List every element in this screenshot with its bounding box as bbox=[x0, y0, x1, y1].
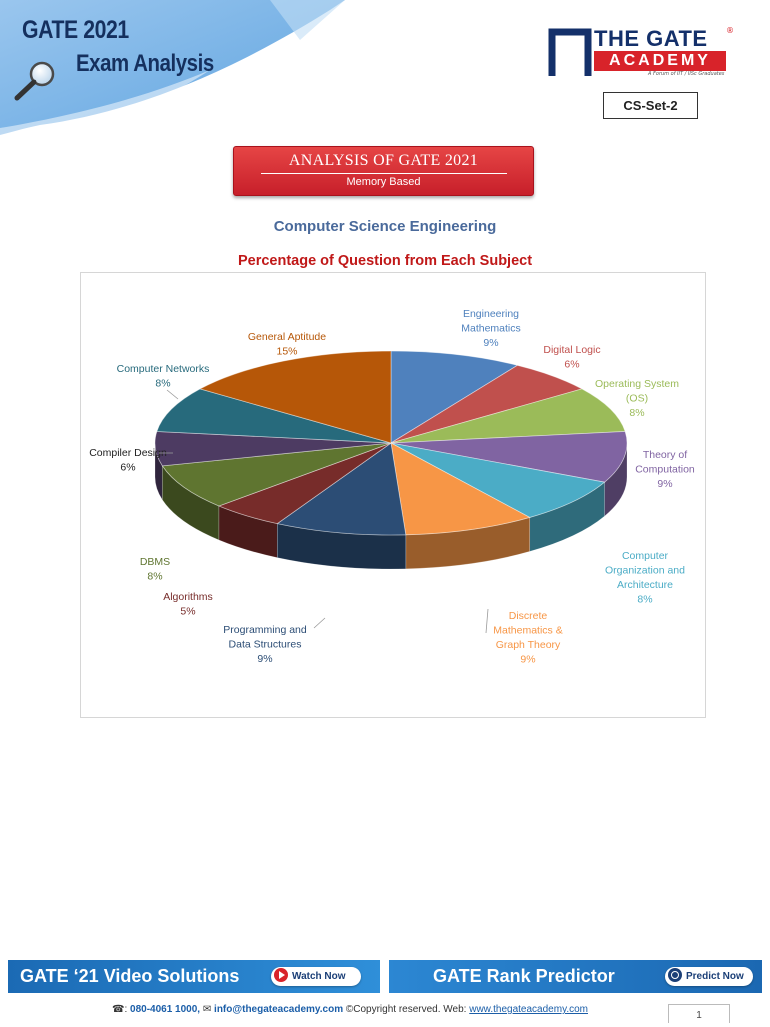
email-link[interactable]: info@thegateacademy.com bbox=[214, 1004, 344, 1015]
page-number: 1 bbox=[668, 1004, 730, 1023]
predict-icon bbox=[668, 968, 682, 982]
phone-number: 080-4061 1000, bbox=[130, 1004, 201, 1015]
chart-title: Percentage of Question from Each Subject bbox=[237, 253, 533, 269]
pie-label-value: 9% bbox=[483, 337, 499, 349]
pie-label-11 bbox=[248, 331, 326, 358]
watch-now-label: Watch Now bbox=[292, 971, 346, 982]
chart-frame bbox=[80, 272, 706, 718]
pie-label-8 bbox=[140, 556, 170, 583]
pie-label-value: 6% bbox=[120, 461, 136, 474]
pie-label-text: Programming and bbox=[223, 624, 307, 636]
logo-text-top: THE GATE bbox=[594, 26, 708, 51]
predict-now-button[interactable] bbox=[665, 967, 753, 986]
website-link[interactable]: www.thegateacademy.com bbox=[469, 1004, 588, 1015]
contact-line: ☎: 080-4061 1000, ✉ info@thegateacademy.com ©Copyright reserved. Web: www.thegateacademy.com bbox=[111, 1004, 588, 1015]
pie-label-text: Discrete bbox=[508, 610, 548, 622]
pie-label-text: Digital Logic bbox=[543, 344, 601, 356]
predict-now-label: Predict Now bbox=[686, 971, 744, 982]
pie-label-text: Compiler Design bbox=[89, 447, 167, 459]
pie-label-value: 8% bbox=[629, 407, 645, 419]
copyright-text: ©Copyright reserved. Web: bbox=[345, 1004, 467, 1015]
logo-tagline: A Forum of IIT / IISc Graduates bbox=[648, 71, 725, 77]
pie-label-1 bbox=[543, 344, 600, 371]
pie-label-value: 6% bbox=[564, 358, 580, 371]
pie-label-text: Data Structures bbox=[228, 638, 302, 651]
pie-label-text: Architecture bbox=[616, 579, 674, 591]
pie-label-value: 8% bbox=[155, 377, 171, 390]
rank-predictor-text: GATE Rank Predictor bbox=[433, 966, 615, 986]
mail-icon: ✉ bbox=[202, 1004, 212, 1015]
pie-label-text: Computer bbox=[621, 550, 669, 562]
header-subtitle: Exam Analysis bbox=[76, 50, 214, 77]
pie-label-value: 15% bbox=[276, 345, 298, 358]
pie-label-text: Graph Theory bbox=[495, 639, 561, 651]
pie-label-value: 9% bbox=[657, 478, 673, 490]
leader-line bbox=[167, 390, 178, 399]
subject-title: Computer Science Engineering bbox=[273, 218, 497, 235]
pie-label-text: Theory of bbox=[642, 449, 688, 461]
pie-label-value: 5% bbox=[180, 605, 196, 618]
analysis-subtitle: Memory Based bbox=[346, 176, 421, 188]
pie-label-text: Engineering bbox=[462, 308, 520, 320]
pie-label-text: Organization and bbox=[605, 564, 685, 577]
pie-label-value: 8% bbox=[637, 593, 653, 606]
pie-label-text: Computer Networks bbox=[116, 363, 210, 375]
pie-label-text: Mathematics bbox=[461, 322, 521, 335]
phone-icon: ☎ bbox=[111, 1004, 125, 1015]
pie-label-value: 9% bbox=[257, 653, 273, 665]
pie-label-value: 8% bbox=[147, 570, 163, 583]
banner-divider bbox=[261, 173, 507, 174]
leader-line bbox=[486, 609, 488, 633]
logo-text-bottom: ACADEMY bbox=[594, 51, 726, 71]
rank-predictor-bar bbox=[389, 960, 762, 993]
pie-label-text: (OS) bbox=[625, 392, 649, 405]
pie-label-10 bbox=[117, 363, 210, 390]
academy-logo bbox=[548, 24, 738, 80]
watch-now-button[interactable] bbox=[271, 967, 361, 986]
pie-label-6 bbox=[223, 624, 307, 665]
play-icon bbox=[274, 968, 288, 982]
pie-label-text: Operating System bbox=[594, 378, 680, 390]
pie-label-text: General Aptitude bbox=[247, 331, 327, 343]
video-solutions-text: GATE ‘21 Video Solutions bbox=[20, 966, 240, 986]
pie-label-7 bbox=[163, 591, 213, 618]
pie-label-3 bbox=[635, 449, 695, 490]
pie-label-5 bbox=[493, 610, 562, 666]
pie-label-4 bbox=[605, 550, 685, 606]
logo-mark-icon bbox=[548, 28, 592, 78]
analysis-title: ANALYSIS OF GATE 2021 bbox=[288, 152, 479, 169]
registered-mark: ® bbox=[726, 26, 734, 35]
pie-label-0 bbox=[461, 308, 521, 349]
leader-line bbox=[314, 618, 325, 628]
analysis-banner bbox=[233, 146, 534, 196]
magnifier-icon bbox=[12, 60, 60, 104]
set-label: CS-Set-2 bbox=[603, 92, 698, 119]
pie-label-text: DBMS bbox=[139, 556, 171, 568]
header-title: GATE 2021 bbox=[22, 16, 129, 44]
pie-chart bbox=[81, 273, 705, 717]
pie-label-text: Mathematics & bbox=[493, 624, 563, 637]
pie-label-text: Computation bbox=[635, 463, 695, 476]
pie-label-value: 9% bbox=[520, 653, 536, 666]
pie-label-text: Algorithms bbox=[163, 591, 213, 603]
video-solutions-bar bbox=[8, 960, 380, 993]
